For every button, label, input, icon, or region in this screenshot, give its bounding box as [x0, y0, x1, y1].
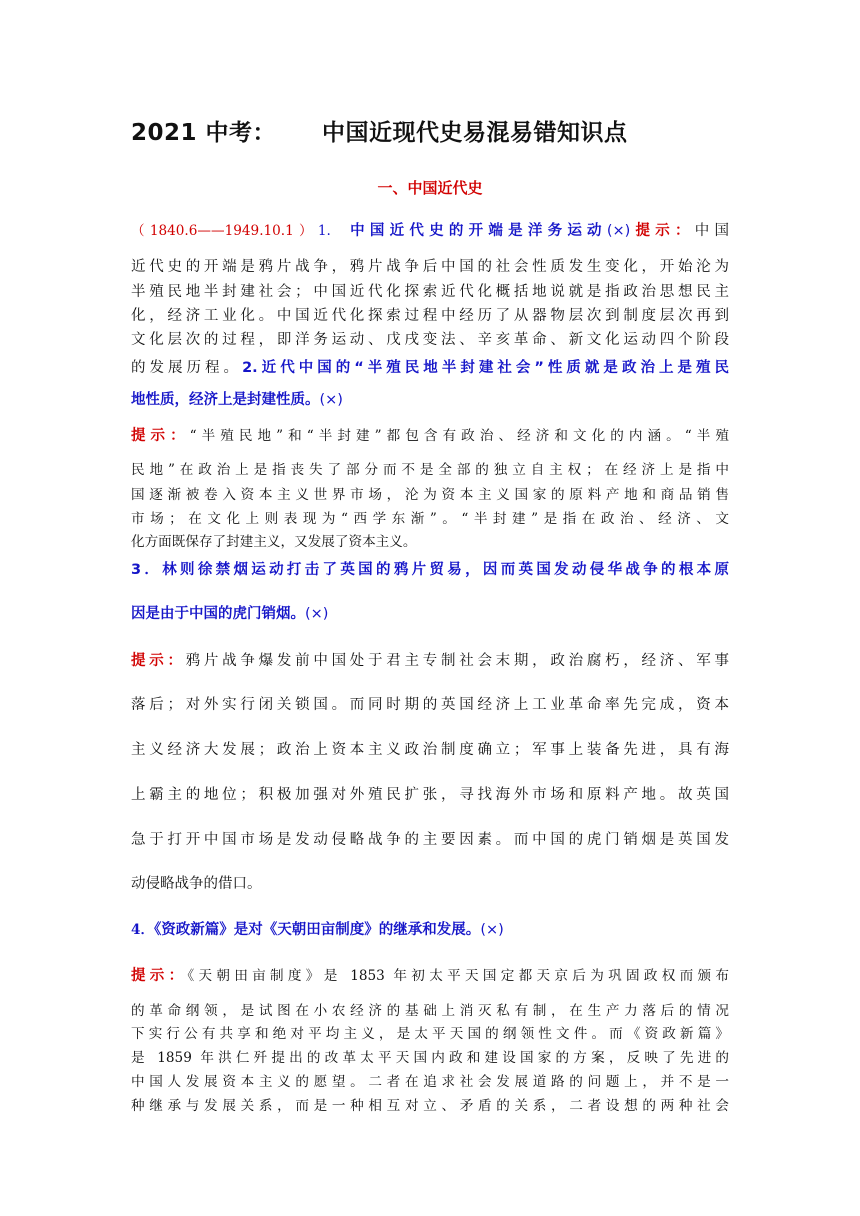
- item-1-text-end: 的发展历程。: [131, 360, 243, 376]
- item-2-line-4: 民地”在政治上是指丧失了部分而不是全部的独立自主权；在经济上是指中: [131, 462, 729, 478]
- item-2-hint-label: 提示：: [131, 428, 190, 444]
- item-4-mark: (×): [480, 922, 504, 938]
- item-4-text: 《天朝田亩制度》是 1853 年初太平天国定都天京后为巩固政权而颁布: [187, 968, 730, 984]
- page-title: [131, 114, 729, 147]
- item-3-line-4: 落后；对外实行闭关锁国。而同时期的英国经济上工业革命率先完成，资本: [131, 697, 729, 713]
- item-1-line-3: 半殖民地半封建社会；中国近代化探索近代化概括地说就是指政治思想民主: [131, 284, 729, 300]
- item-4-line-2: [131, 965, 729, 987]
- item-3-line-2: [131, 603, 729, 625]
- item-4-line-7: 种继承与发展关系，而是一种相互对立、矛盾的关系，二者设想的两种社会: [131, 1098, 729, 1114]
- item-4-hint-label: 提示：: [131, 968, 188, 984]
- item-3-line-6: 上霸主的地位；积极加强对外殖民扩张，寻找海外市场和原料产地。故英国: [131, 787, 729, 803]
- item-2-statement-b: 地性质，经济上是封建性质。: [131, 392, 320, 408]
- item-2-num: 2.: [242, 360, 258, 376]
- item-2-text: “半殖民地”和“半封建”都包含有政治、经济和文化的内涵。“半殖: [189, 428, 730, 444]
- item-1-hint-label: 提示：: [630, 223, 695, 239]
- item-1-line-1: [131, 220, 729, 242]
- section-heading: 一、中国近代史: [377, 179, 483, 197]
- item-3-line-5: 主义经济大发展；政治上资本主义政治制度确立；军事上装备先进，具有海: [131, 742, 729, 758]
- item-4-line-3: 的革命纲领，是试图在小农经济的基础上消灭私有制，在生产力落后的情况: [131, 1003, 729, 1019]
- item-2-line-3: [131, 425, 729, 447]
- item-3-mark: (×): [305, 606, 329, 622]
- item-3-line-1: 3．林则徐禁烟运动打击了英国的鸦片贸易，因而英国发动侵华战争的根本原: [131, 562, 729, 578]
- item-1-date: （1840.6——1949.10.1）: [131, 223, 318, 239]
- item-4-line-1: [131, 919, 729, 941]
- title-right: 中国近现代史易混易错知识点: [322, 120, 628, 146]
- item-2-mark: (×): [319, 392, 343, 408]
- item-4-line-4: 下实行公有共享和绝对平均主义，是太平天国的纲领性文件。而《资政新篇》: [131, 1026, 729, 1042]
- item-3-text: 鸦片战争爆发前中国处于君主专制社会末期，政治腐朽，经济、军事: [185, 653, 729, 669]
- item-3-line-7: 急于打开中国市场是发动侵略战争的主要因素。而中国的虎门销烟是英国发: [131, 832, 729, 848]
- item-2-line-7: 化方面既保存了封建主义，又发展了资本主义。: [131, 534, 417, 550]
- item-4-line-5: 是 1859 年洪仁歼提出的改革太平天国内政和建设国家的方案，反映了先进的: [131, 1050, 729, 1066]
- item-3-line-8: 动侵略战争的借口。: [131, 876, 262, 892]
- item-2-line-5: 国逐渐被卷入资本主义世界市场，沦为资本主义国家的原料产地和商品销售: [131, 487, 729, 503]
- item-1-mark: (×): [606, 223, 631, 239]
- item-2-line-2: [131, 389, 729, 411]
- item-4-line-6: 中国人发展资本主义的愿望。二者在追求社会发展道路的问题上，并不是一: [131, 1074, 729, 1090]
- item-4-statement: 《资政新篇》是对《天朝田亩制度》的继承和发展。: [154, 922, 481, 938]
- item-1-line-5: 文化层次的过程，即洋务运动、戊戌变法、辛亥革命、新文化运动四个阶段: [131, 332, 729, 348]
- item-3-line-3: [131, 650, 729, 672]
- item-1-line-2: 近代史的开端是鸦片战争，鸦片战争后中国的社会性质发生变化，开始沦为: [131, 259, 729, 275]
- item-1-num: 1.: [317, 223, 331, 239]
- item-1-line-4: 化，经济工业化。中国近代化探索过程中经历了从器物层次到制度层次再到: [131, 308, 729, 324]
- item-4-num: 4．: [131, 922, 155, 938]
- item-3-hint-label: 提示：: [131, 653, 186, 669]
- item-2-line-6: 市场；在文化上则表现为“西学东渐”。“半封建”是指在政治、经济、文: [131, 511, 729, 527]
- item-1-text: 中国: [694, 223, 730, 239]
- item-2-statement-a: 近代中国的“半殖民地半封建社会”性质就是政治上是殖民: [257, 360, 729, 376]
- title-left: 2021 中考：: [131, 120, 277, 146]
- item-3-statement-b: 因是由于中国的虎门销烟。: [131, 606, 305, 622]
- item-1-statement: 中国近代史的开端是洋务运动: [344, 223, 607, 239]
- item-1-line-6: [131, 357, 729, 379]
